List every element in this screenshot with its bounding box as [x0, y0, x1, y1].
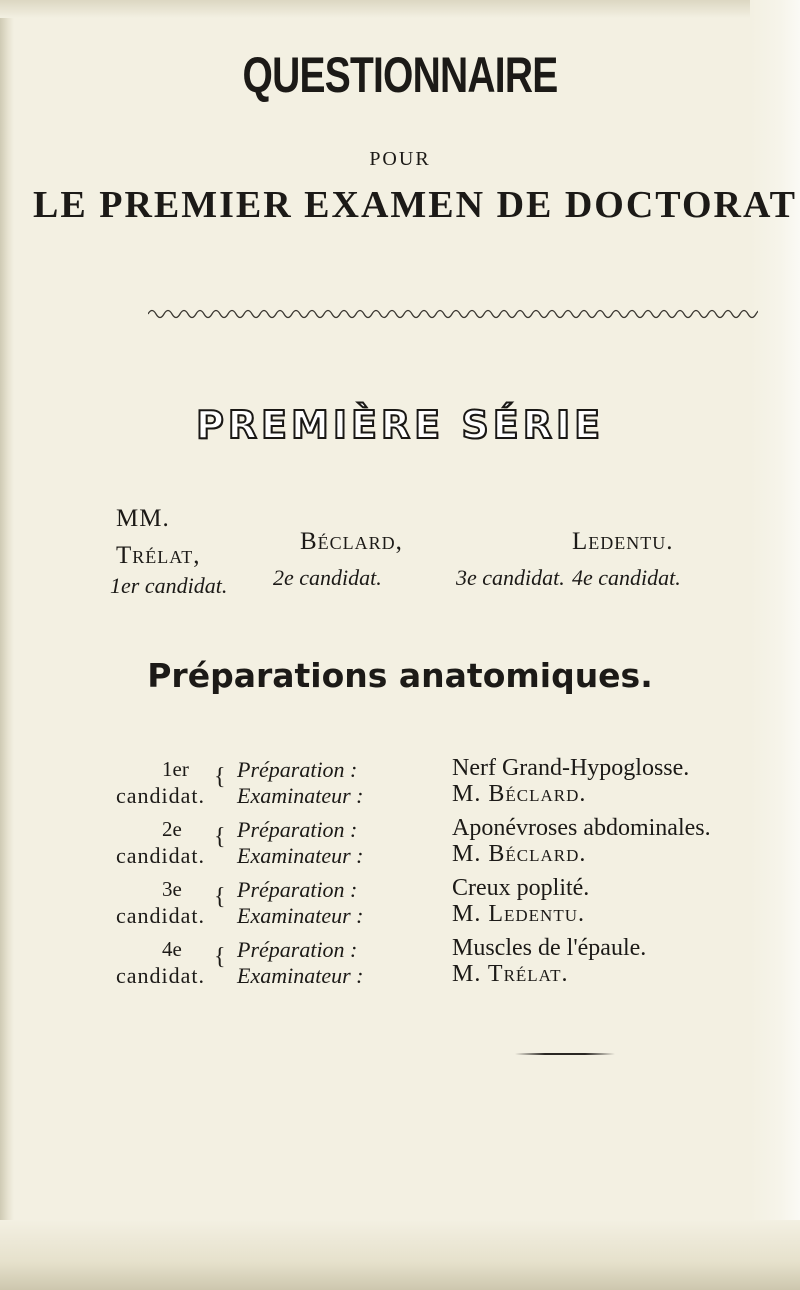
examiner-candidate-2: 2e candidat.	[273, 565, 382, 590]
row-3-examiner-label: Examinateur :	[237, 903, 364, 928]
row-2-number: 2e	[162, 817, 182, 841]
row-2-preparation-value: Aponévroses abdominales.	[452, 815, 711, 841]
exam-title: LE PREMIER EXAMEN DE DOCTORAT	[33, 184, 797, 226]
row-4-examiner-label: Examinateur :	[237, 963, 364, 988]
row-1-examiner-value: M. Béclard.	[452, 781, 587, 807]
row-4-candidate: candidat.	[116, 963, 206, 988]
row-4-number: 4e	[162, 937, 182, 961]
brace-icon: {	[214, 944, 226, 970]
row-1-number: 1er	[162, 757, 189, 781]
page-edge-bottom	[0, 1220, 800, 1290]
examiner-candidate-1: 1er candidat.	[110, 573, 228, 598]
row-2-examiner-value: M. Béclard.	[452, 841, 587, 867]
examiner-name-2: Béclard,	[300, 528, 403, 555]
row-4-preparation-label: Préparation :	[237, 937, 358, 962]
row-3-preparation-label: Préparation :	[237, 877, 358, 902]
row-3-candidate: candidat.	[116, 903, 206, 928]
wavy-rule-ornament	[148, 300, 758, 324]
row-2-preparation-label: Préparation :	[237, 817, 358, 842]
page-edge-top	[0, 0, 800, 18]
row-2-candidate: candidat.	[116, 843, 206, 868]
row-4-examiner-value: M. Trélat.	[452, 961, 569, 987]
examiner-name-4: Ledentu.	[572, 528, 674, 555]
row-1-preparation-label: Préparation :	[237, 757, 358, 782]
section-heading: Préparations anatomiques.	[147, 656, 653, 695]
row-3-preparation-value: Creux poplité.	[452, 875, 590, 901]
row-4-preparation-value: Muscles de l'épaule.	[452, 935, 647, 961]
page-subtitle: POUR	[369, 148, 431, 170]
page-title: QUESTIONNAIRE	[242, 47, 558, 103]
row-1-candidate: candidat.	[116, 783, 206, 808]
row-1-examiner-label: Examinateur :	[237, 783, 364, 808]
brace-icon: {	[214, 884, 226, 910]
closing-rule	[515, 1053, 615, 1055]
row-1-preparation-value: Nerf Grand-Hypoglosse.	[452, 755, 690, 781]
row-2-examiner-label: Examinateur :	[237, 843, 364, 868]
examiner-candidate-4: 4e candidat.	[572, 565, 681, 590]
row-3-number: 3e	[162, 877, 182, 901]
brace-icon: {	[214, 824, 226, 850]
series-heading: PREMIÈRE SÉRIE	[195, 403, 605, 447]
examiner-name-1: Trélat,	[116, 542, 201, 569]
examiners-prefix: MM.	[116, 505, 170, 532]
row-3-examiner-value: M. Ledentu.	[452, 901, 585, 927]
examiner-candidate-3: 3e candidat.	[456, 565, 565, 590]
brace-icon: {	[214, 764, 226, 790]
